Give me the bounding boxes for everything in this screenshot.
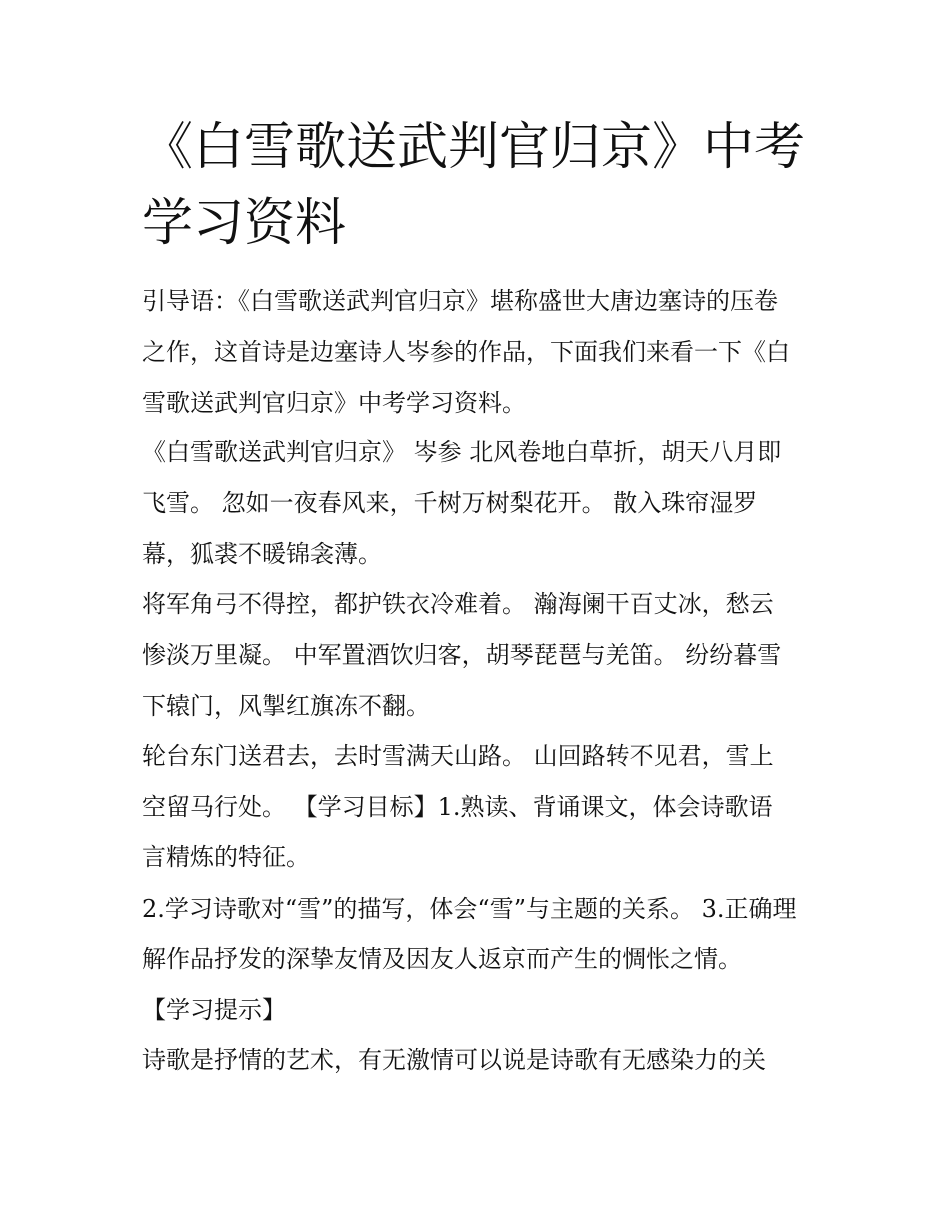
body-line: 下辕门，风掣红旗冻不翻。 xyxy=(142,692,430,720)
body-line: 雪歌送武判官归京》中考学习资料。 xyxy=(142,389,526,417)
body-line: 《白雪歌送武判官归京》 岑参 北风卷地白草折，胡天八月即 xyxy=(142,438,782,466)
document-title-line-1: 《白雪歌送武判官归京》中考 xyxy=(142,118,806,177)
body-line: 惨淡万里凝。 中军置酒饮归客，胡琴琵琶与羌笛。 纷纷暮雪 xyxy=(142,641,782,669)
body-line: 2.学习诗歌对“雪”的描写，体会“雪”与主题的关系。 3.正确理 xyxy=(142,895,797,923)
body-line: 解作品抒发的深挚友情及因友人返京而产生的惆怅之情。 xyxy=(142,945,742,973)
document-title-line-2: 学习资料 xyxy=(142,194,347,253)
body-line: 幕，狐裘不暖锦衾薄。 xyxy=(142,540,382,568)
body-line: 轮台东门送君去，去时雪满天山路。 山回路转不见君，雪上 xyxy=(142,742,774,770)
body-line: 将军角弓不得控，都护铁衣冷难着。 瀚海阑干百丈冰，愁云 xyxy=(142,590,774,618)
section-heading: 【学习提示】 xyxy=(142,996,286,1024)
body-line: 言精炼的特征。 xyxy=(142,843,310,871)
body-line: 空留马行处。 【学习目标】1.熟读、背诵课文，体会诗歌语 xyxy=(142,793,773,821)
body-line: 飞雪。 忽如一夜春风来，千树万树梨花开。 散入珠帘湿罗 xyxy=(142,489,758,517)
body-line: 诗歌是抒情的艺术，有无激情可以说是诗歌有无感染力的关 xyxy=(142,1046,766,1074)
body-line: 之作，这首诗是边塞诗人岑参的作品，下面我们来看一下《白 xyxy=(142,338,790,366)
body-line: 引导语：《白雪歌送武判官归京》堪称盛世大唐边塞诗的压卷 xyxy=(142,287,778,315)
